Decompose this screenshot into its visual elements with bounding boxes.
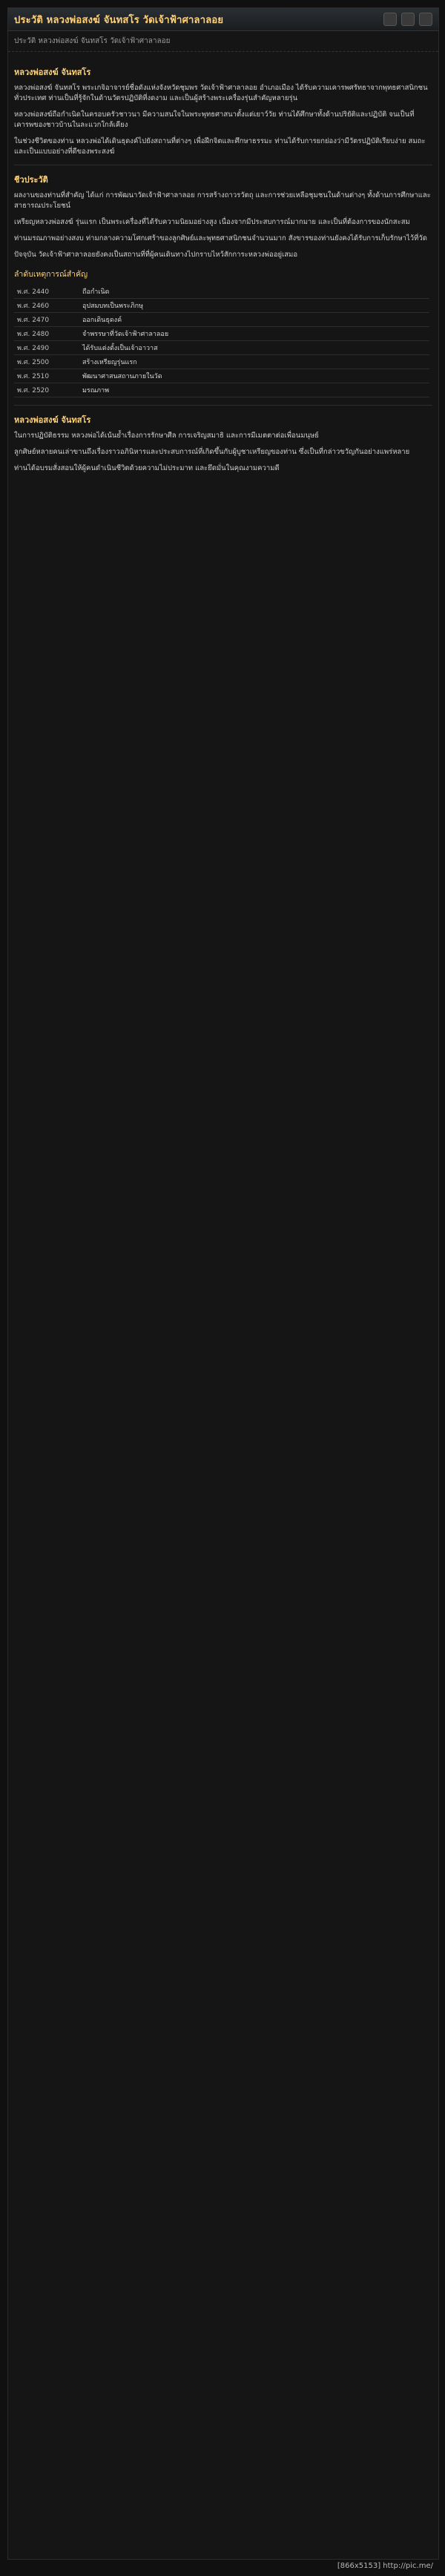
- table-row: [14, 383, 429, 397]
- timeline-event: มรณภาพ: [79, 383, 429, 397]
- timeline-year: พ.ศ. 2510: [14, 369, 79, 383]
- image-footer: [866x5153] http://pic.me/: [337, 2562, 433, 2570]
- table-row: [14, 285, 429, 299]
- paragraph: ในช่วงชีวิตของท่าน หลวงพ่อได้เดินธุดงค์ไปยังสถานที่ต่างๆ เพื่อฝึกจิตและศึกษาธรรมะ ท่านได้รับการยกย่องว่ามีวัตรปฏิบัติเรียบง่าย สมถะ และเป็นแบบอย่างที่ดีของพระสงฆ์: [14, 137, 426, 156]
- timeline-year: พ.ศ. 2500: [14, 355, 79, 369]
- table-row: [14, 355, 429, 369]
- table-row: [14, 369, 429, 383]
- bookmark-icon[interactable]: [419, 13, 432, 26]
- timeline-year: พ.ศ. 2460: [14, 299, 79, 313]
- divider: [14, 405, 432, 406]
- timeline-event: อุปสมบทเป็นพระภิกษุ: [79, 299, 429, 313]
- share-icon[interactable]: [401, 13, 415, 26]
- timeline-year: พ.ศ. 2440: [14, 285, 79, 299]
- timeline-year: พ.ศ. 2520: [14, 383, 79, 397]
- timeline-table: [14, 285, 429, 397]
- article-body: [8, 52, 438, 474]
- page-frame: [7, 7, 439, 2560]
- paragraph: ท่านได้อบรมสั่งสอนให้ผู้คนดำเนินชีวิตด้วยความไม่ประมาท และยึดมั่นในคุณงามความดี: [14, 464, 280, 472]
- title-bar: [8, 8, 438, 31]
- table-row: [14, 327, 429, 341]
- timeline-event: ถือกำเนิด: [79, 285, 429, 299]
- paragraph: หลวงพ่อสงฆ์ถือกำเนิดในครอบครัวชาวนา มีความสนใจในพระพุทธศาสนาตั้งแต่เยาว์วัย ท่านได้ศึกษาทั้งด้านปริยัติและปฏิบัติ จนเป็นที่เคารพของชาวบ้านในละแวกใกล้เคียง: [14, 110, 415, 129]
- paragraph: ลูกศิษย์หลายคนเล่าขานถึงเรื่องราวอภินิหารและประสบการณ์ที่เกิดขึ้นกับผู้บูชาเหรียญของท่าน ซึ่งเป็นที่กล่าวขวัญกันอย่างแพร่หลาย: [14, 448, 410, 456]
- paragraph: ปัจจุบัน วัดเจ้าฟ้าศาลาลอยยังคงเป็นสถานที่ที่ผู้คนเดินทางไปกราบไหว้สักการะหลวงพ่ออยู่เสมอ: [14, 251, 298, 259]
- toolbar: [383, 13, 432, 26]
- timeline-title: ลำดับเหตุการณ์สำคัญ: [14, 270, 88, 279]
- timeline-year: พ.ศ. 2490: [14, 341, 79, 355]
- timeline-year: พ.ศ. 2470: [14, 313, 79, 327]
- timeline-event: สร้างเหรียญรุ่นแรก: [79, 355, 429, 369]
- paragraph: ท่านมรณภาพอย่างสงบ ท่ามกลางความโศกเศร้าของลูกศิษย์และพุทธศาสนิกชนจำนวนมาก สังขารของท่านยังคงได้รับการเก็บรักษาไว้ที่วัด: [14, 234, 427, 242]
- section-title-intro: หลวงพ่อสงฆ์ จันทสโร: [14, 67, 91, 77]
- page-title: ประวัติ หลวงพ่อสงฆ์ จันทสโร วัดเจ้าฟ้าศาลาลอย: [14, 14, 224, 26]
- section-title-later: หลวงพ่อสงฆ์ จันทสโร: [14, 415, 91, 425]
- table-row: [14, 341, 429, 355]
- timeline-event: ออกเดินธุดงค์: [79, 313, 429, 327]
- paragraph: ผลงานของท่านที่สำคัญ ได้แก่ การพัฒนาวัดเจ้าฟ้าศาลาลอย การสร้างถาวรวัตถุ และการช่วยเหลือชุมชนในด้านต่างๆ ทั้งด้านการศึกษาและสาธารณประโยชน์: [14, 191, 431, 210]
- breadcrumb: ประวัติ หลวงพ่อสงฆ์ จันทสโร วัดเจ้าฟ้าศาลาลอย: [8, 31, 438, 52]
- paragraph: เหรียญหลวงพ่อสงฆ์ รุ่นแรก เป็นพระเครื่องที่ได้รับความนิยมอย่างสูง เนื่องจากมีประสบการณ์มากมาย และเป็นที่ต้องการของนักสะสม: [14, 218, 410, 226]
- timeline-event: จำพรรษาที่วัดเจ้าฟ้าศาลาลอย: [79, 327, 429, 341]
- print-icon[interactable]: [383, 13, 397, 26]
- timeline-year: พ.ศ. 2480: [14, 327, 79, 341]
- timeline-event: พัฒนาศาสนสถานภายในวัด: [79, 369, 429, 383]
- table-row: [14, 299, 429, 313]
- section-title-bio: ชีวประวัติ: [14, 175, 48, 185]
- paragraph: ในการปฏิบัติธรรม หลวงพ่อได้เน้นย้ำเรื่องการรักษาศีล การเจริญสมาธิ และการมีเมตตาต่อเพื่อนมนุษย์: [14, 432, 319, 440]
- timeline-event: ได้รับแต่งตั้งเป็นเจ้าอาวาส: [79, 341, 429, 355]
- table-row: [14, 313, 429, 327]
- paragraph: หลวงพ่อสงฆ์ จันทสโร พระเกจิอาจารย์ชื่อดังแห่งจังหวัดชุมพร วัดเจ้าฟ้าศาลาลอย อำเภอเมือง ได้รับความเคารพศรัทธาจากพุทธศาสนิกชนทั่วประเทศ ท่านเป็นที่รู้จักในด้านวัตรปฏิบัติที่งดงาม และเป็นผู้สร้างพระเครื่องรุ่นสำคัญหลายรุ่น: [14, 84, 428, 102]
